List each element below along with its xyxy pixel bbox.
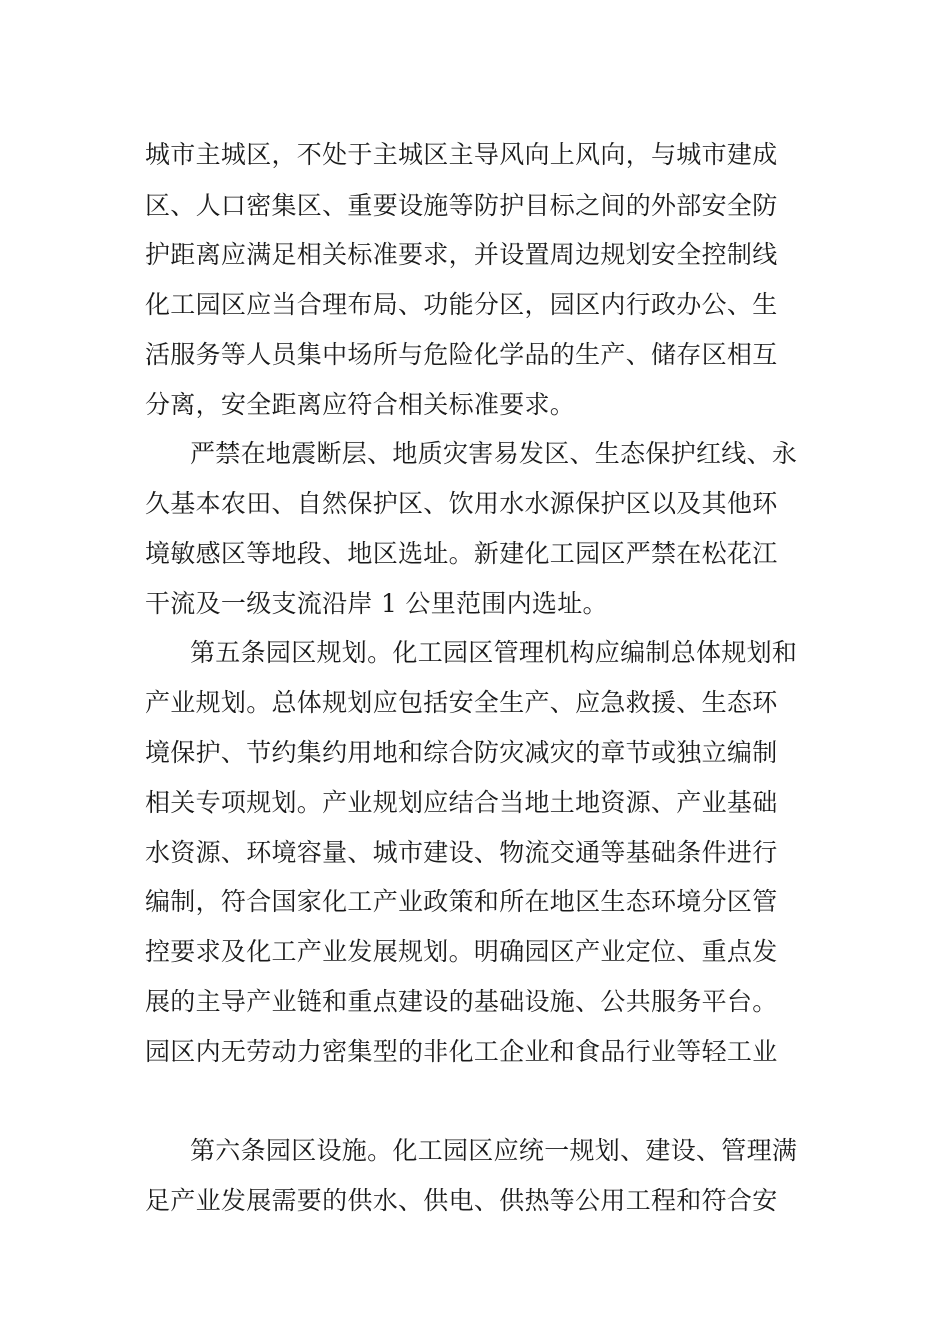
text-line: 控要求及化工产业发展规划。明确园区产业定位、重点发	[145, 937, 778, 966]
article-six-heading-line: 第六条园区设施。化工园区应统一规划、建设、管理满	[190, 1136, 798, 1165]
text-line: 化工园区应当合理布局、功能分区，园区内行政办公、生	[145, 290, 778, 319]
text-line: 护距离应满足相关标准要求，并设置周边规划安全控制线	[145, 240, 778, 269]
text-line: 境敏感区等地段、地区选址。新建化工园区严禁在松花江	[145, 539, 778, 568]
text-line: 区、人口密集区、重要设施等防护目标之间的外部安全防	[145, 191, 778, 220]
text-line: 分离，安全距离应符合相关标准要求。	[145, 390, 576, 419]
text-line: 展的主导产业链和重点建设的基础设施、公共服务平台。	[145, 987, 778, 1016]
text-line: 水资源、环境容量、城市建设、物流交通等基础条件进行	[145, 838, 778, 867]
text-line: 干流及一级支流沿岸 1 公里范围内选址。	[145, 589, 608, 618]
text-line: 产业规划。总体规划应包括安全生产、应急救援、生态环	[145, 688, 778, 717]
text-line: 相关专项规划。产业规划应结合当地土地资源、产业基础	[145, 788, 778, 817]
paragraph-first-line: 严禁在地震断层、地质灾害易发区、生态保护红线、永	[190, 439, 798, 468]
article-five-heading-line: 第五条园区规划。化工园区管理机构应编制总体规划和	[190, 638, 798, 667]
text-line: 久基本农田、自然保护区、饮用水水源保护区以及其他环	[145, 489, 778, 518]
text-line: 足产业发展需要的供水、供电、供热等公用工程和符合安	[145, 1186, 778, 1215]
text-line: 活服务等人员集中场所与危险化学品的生产、储存区相互	[145, 340, 778, 369]
text-line: 城市主城区，不处于主城区主导风向上风向，与城市建成	[145, 140, 778, 169]
text-line: 境保护、节约集约用地和综合防灾减灾的章节或独立编制	[145, 738, 778, 767]
text-line: 园区内无劳动力密集型的非化工企业和食品行业等轻工业	[145, 1037, 778, 1066]
text-line: 编制，符合国家化工产业政策和所在地区生态环境分区管	[145, 887, 778, 916]
